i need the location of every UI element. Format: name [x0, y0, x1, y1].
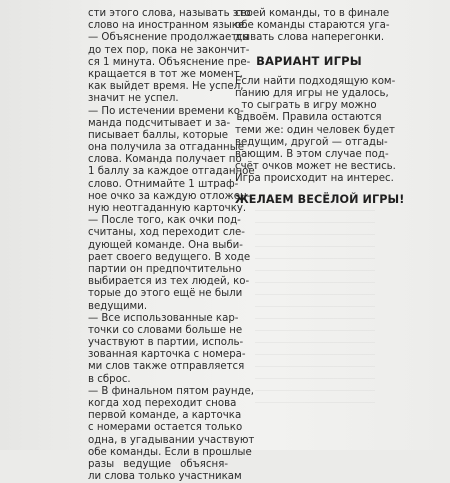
text-line: манда подсчитывает и за-	[88, 117, 231, 129]
text-line: 1 баллу за каждое отгаданное	[88, 166, 255, 178]
text-line: счёт очков может не вестись.	[235, 161, 396, 173]
text-line: слово на иностранном языке.	[88, 20, 248, 32]
text-line: теми же: один человек будет	[235, 124, 395, 136]
text-line: в сброс.	[88, 373, 131, 385]
text-line: — В финальном пятом раунде,	[88, 385, 255, 397]
text-line: ведущими.	[88, 300, 148, 312]
text-line: кращается в тот же момент,	[88, 68, 243, 80]
text-line: Игра происходит на интерес.	[235, 173, 394, 185]
closing-wish: ЖЕЛАЕМ ВЕСЁЛОЙ ИГРЫ!	[235, 193, 405, 207]
text-line: первой команде, а карточка	[88, 410, 242, 422]
text-line: то сыграть в игру можно	[241, 100, 377, 112]
text-line: она получила за отгаданные	[88, 142, 245, 154]
text-line: зованная карточка с номера-	[88, 349, 246, 361]
text-line: — Все использованные кар-	[88, 312, 239, 324]
text-line: дующей команде. Она выби-	[88, 239, 243, 251]
text-line: участвуют в партии, исполь-	[88, 337, 244, 349]
text-line: — Объяснение продолжается	[88, 32, 249, 44]
text-line: партии он предпочтительно	[88, 263, 242, 275]
text-line: ми слов также отправляется	[88, 361, 245, 373]
text-line: одна, в угадывании участвуют	[88, 434, 255, 446]
text-line: торые до этого ещё не были	[88, 288, 243, 300]
text-line: сти этого слова, называть это	[88, 8, 251, 19]
text-line: Если найти подходящую ком-	[235, 75, 396, 87]
text-line: слова. Команда получает по	[88, 154, 242, 166]
text-line: ное очко за каждую отложен-	[88, 190, 251, 202]
text-line: с номерами остается только	[88, 422, 243, 434]
text-line: точки со словами больше не	[88, 324, 243, 336]
section-heading: ВАРИАНТ ИГРЫ	[256, 53, 362, 68]
text-line: ли слова только участникам	[88, 471, 242, 483]
text-line: — После того, как очки под-	[88, 215, 241, 227]
text-line: писывает баллы, которые	[88, 129, 229, 141]
text-line: ся 1 минута. Объяснение пре-	[88, 56, 251, 68]
text-line: как выйдет время. Не успел,	[88, 81, 244, 93]
text-line: своей команды, то в финале	[235, 8, 390, 19]
right-text-column	[235, 8, 405, 207]
text-line: выбирается из тех людей, ко-	[88, 276, 250, 288]
intro-paragraph	[235, 8, 390, 45]
left-text-column	[88, 8, 255, 483]
text-line: дывать слова наперегонки.	[235, 32, 385, 44]
text-line: вающим. В этом случае под-	[235, 148, 389, 160]
text-line: ведущим, другой — отгады-	[235, 136, 388, 148]
text-line: рает своего ведущего. В ходе	[88, 251, 251, 263]
text-line: считаны, ход переходит сле-	[88, 227, 245, 239]
text-line: до тех пор, пока не закончит-	[88, 44, 250, 56]
paper-show-through	[255, 210, 375, 410]
variant-paragraph	[235, 75, 396, 186]
text-line: разы ведущие объясня-	[88, 458, 228, 470]
text-line: обе команды. Если в прошлые	[88, 446, 252, 458]
text-line: ную неотгаданную карточку.	[88, 203, 247, 214]
text-line: значит не успел.	[88, 93, 179, 105]
text-line: слово. Отнимайте 1 штраф-	[88, 178, 239, 190]
text-line: — По истечении времени ко-	[88, 105, 244, 117]
text-line: панию для игры не удалось,	[235, 87, 389, 99]
text-line: вдвоём. Правила остаются	[236, 112, 382, 124]
text-line: когда ход переходит снова	[88, 398, 237, 409]
text-line: обе команды стараются уга-	[235, 20, 390, 32]
